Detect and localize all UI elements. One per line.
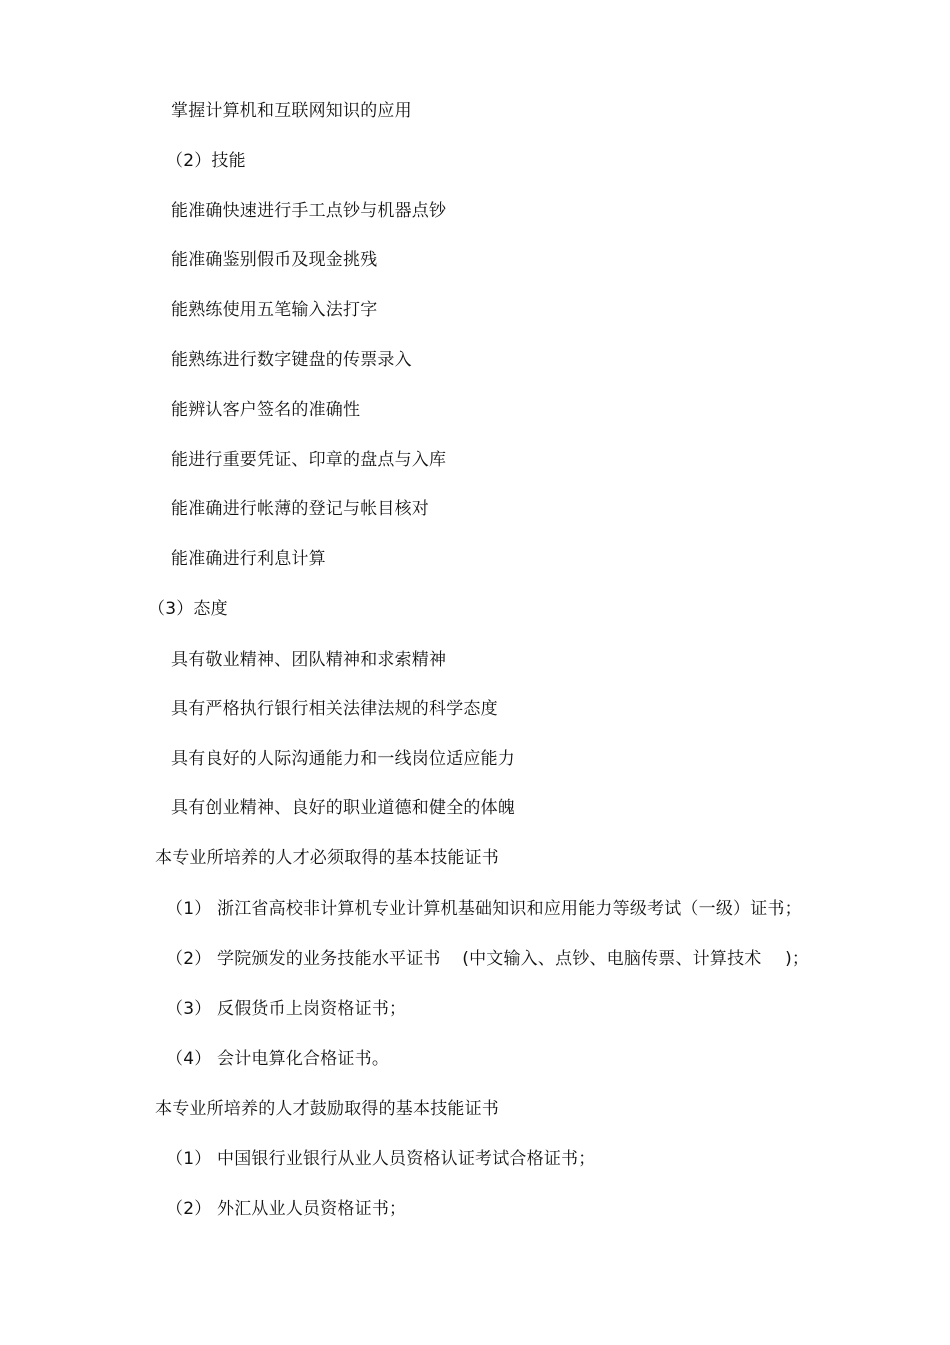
- encouraged-certificates-heading: 本专业所培养的人才鼓励取得的基本技能证书: [155, 1099, 499, 1119]
- attitude-item: 具有创业精神、良好的职业道德和健全的体魄: [171, 798, 515, 818]
- skill-item: 能准确进行利息计算: [171, 549, 326, 569]
- required-certificate-item: （1） 浙江省高校非计算机专业计算机基础知识和应用能力等级考试（一级）证书；: [166, 899, 802, 919]
- certificate-name: （2） 学院颁发的业务技能水平证书: [166, 949, 441, 969]
- attitude-item: 具有严格执行银行相关法律法规的科学态度: [171, 699, 498, 719]
- knowledge-item-internet: 掌握计算机和互联网知识的应用: [171, 101, 412, 121]
- section-heading-skills: （2）技能: [166, 151, 246, 171]
- skill-item: 能准确快速进行手工点钞与机器点钞: [171, 201, 447, 221]
- encouraged-certificate-item: （2） 外汇从业人员资格证书；: [166, 1199, 407, 1219]
- required-certificate-item: （4） 会计电算化合格证书。: [166, 1049, 390, 1069]
- required-certificate-item: （3） 反假货币上岗资格证书；: [166, 999, 407, 1019]
- skill-item: 能准确进行帐薄的登记与帐目核对: [171, 499, 429, 519]
- required-certificates-heading: 本专业所培养的人才必须取得的基本技能证书: [155, 848, 499, 868]
- certificate-detail-close: )；: [785, 949, 810, 969]
- required-certificate-item: [166, 948, 809, 970]
- skill-item: 能熟练使用五笔输入法打字: [171, 300, 378, 320]
- skill-item: 能熟练进行数字键盘的传票录入: [171, 350, 412, 370]
- skill-item: 能进行重要凭证、印章的盘点与入库: [171, 450, 447, 470]
- certificate-detail: (中文输入、点钞、电脑传票、计算技术: [462, 949, 762, 969]
- attitude-item: 具有良好的人际沟通能力和一线岗位适应能力: [171, 749, 515, 769]
- attitude-item: 具有敬业精神、团队精神和求索精神: [171, 650, 447, 670]
- encouraged-certificate-item: （1） 中国银行业银行从业人员资格认证考试合格证书；: [166, 1149, 596, 1169]
- skill-item: 能准确鉴别假币及现金挑残: [171, 250, 378, 270]
- skill-item: 能辨认客户签名的准确性: [171, 400, 361, 420]
- section-heading-attitude: （3）态度: [148, 599, 228, 619]
